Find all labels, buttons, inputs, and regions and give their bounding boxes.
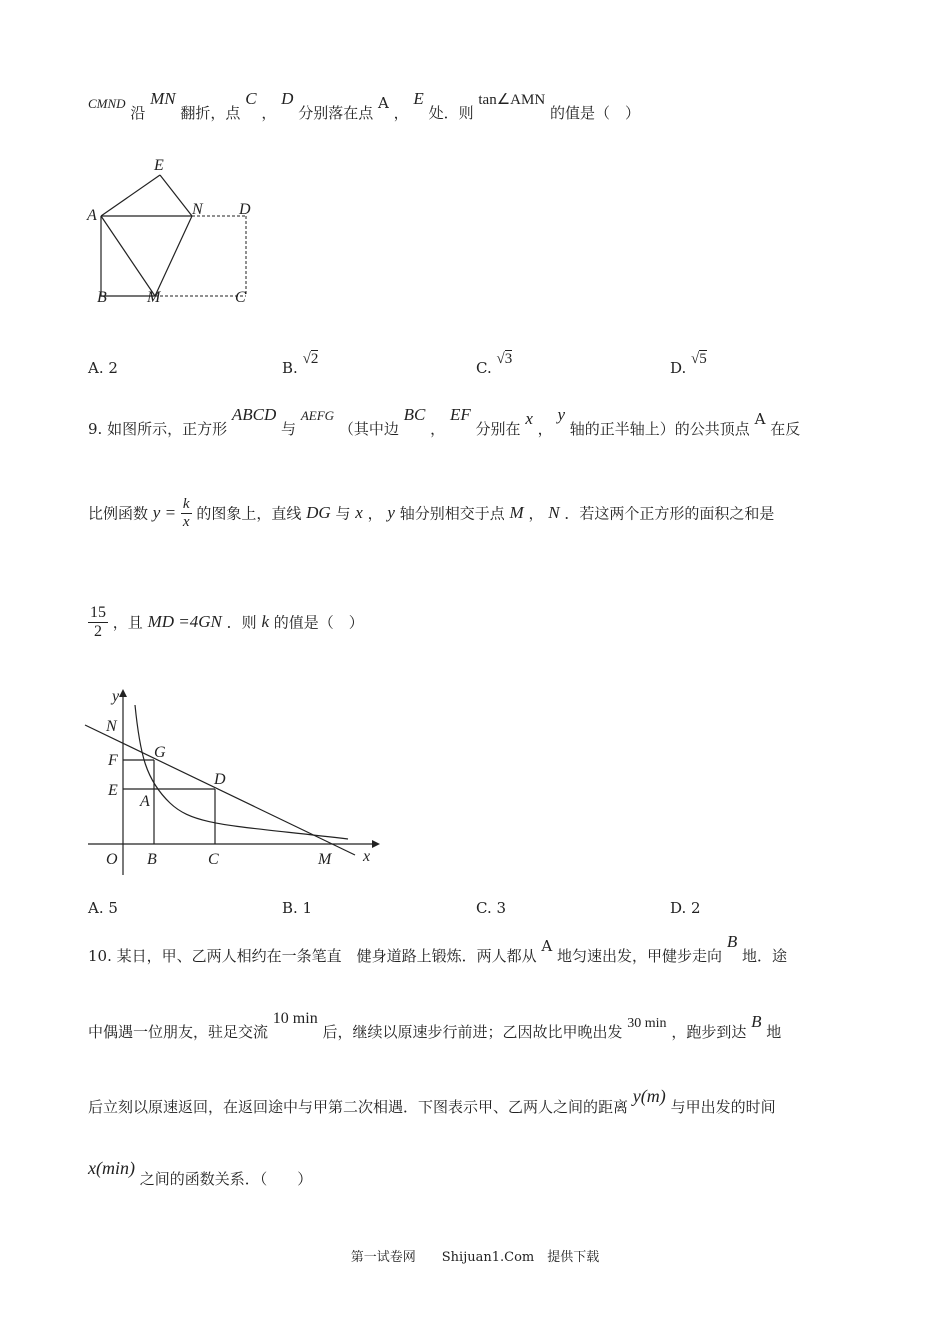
fraction-k-over-x: $\frac{k}{x}$	[182, 496, 190, 530]
label-M: M	[318, 851, 332, 868]
q10-line2: 中偶遇一位朋友，驻足交流 10 min 后，继续以原速步行前进；乙因故比甲晚出发 30 min ，跑步到达 B 地	[88, 1010, 782, 1041]
label-y: y	[112, 688, 120, 705]
q9-option-c[interactable]: C. 3	[476, 899, 507, 917]
label-E: E	[108, 782, 118, 799]
q9-line3: $\frac{15}{2}$ ，且 MD =4GN ．则 k 的值是（ ）	[90, 604, 364, 640]
q8-option-c[interactable]: C. √3	[476, 351, 513, 377]
q9-option-d[interactable]: D. 2	[670, 899, 701, 917]
label-C: C	[235, 289, 246, 306]
q9-line1: 9. 如图所示，正方形 ABCD 与 AEFG （其中边 BC ， EF 分别在 x ， y 轴的正半轴上）的公共顶点 A 在反	[88, 405, 801, 438]
q10-line4: x(min) 之间的函数关系．（ ）	[88, 1158, 313, 1188]
label-x: x	[363, 848, 371, 865]
q8-stem: CMND 沿 MN 翻折，点 C ， D 分别落在点 A ， E 处．则 tan∠AMN 的值是（ ）	[88, 89, 640, 122]
label-A: A	[140, 793, 150, 810]
label-G: G	[154, 744, 166, 761]
label-B: B	[97, 289, 107, 306]
label-D: D	[239, 201, 251, 218]
radical-3: √3	[496, 351, 513, 367]
q8-option-d[interactable]: D. √5	[670, 351, 707, 377]
label-O: O	[106, 851, 118, 868]
q9-figure	[80, 685, 390, 875]
label-E: E	[154, 157, 164, 174]
q9-option-b[interactable]: B. 1	[282, 899, 313, 917]
label-N: N	[192, 201, 203, 218]
q9-option-a[interactable]: A. 5	[88, 899, 118, 917]
label-F: F	[108, 752, 118, 769]
label-A: A	[87, 207, 97, 224]
page-footer: 第一试卷网 Shijuan1.Com 提供下载	[350, 1250, 600, 1265]
label-N: N	[106, 718, 117, 735]
label-C: C	[208, 851, 219, 868]
q9-line2: 比例函数 y = $\frac{k}{x}$ 的图象上，直线 DG 与 x ， y 轴分别相交于点 M ， N ．若这两个正方形的面积之和是	[88, 496, 775, 530]
q8-option-a[interactable]: A. 2	[88, 359, 118, 377]
q8-figure	[80, 150, 280, 310]
radical-5: √5	[691, 351, 707, 367]
q8-option-b[interactable]: B. √2	[282, 351, 319, 377]
label-B: B	[147, 851, 157, 868]
label-M: M	[147, 289, 161, 306]
label-D: D	[214, 771, 226, 788]
q10-line1: 10. 某日，甲、乙两人相约在一条笔直 健身道路上锻炼．两人都从 A 地匀速出发，甲健步走向 B 地．途	[88, 932, 788, 965]
fraction-15-over-2: $\frac{15}{2}$	[90, 604, 106, 640]
q10-line3: 后立刻以原速返回，在返回途中与甲第二次相遇．下图表示甲、乙两人之间的距离 y(m) 与甲出发的时间	[88, 1086, 776, 1116]
radical-2: √2	[302, 351, 319, 367]
